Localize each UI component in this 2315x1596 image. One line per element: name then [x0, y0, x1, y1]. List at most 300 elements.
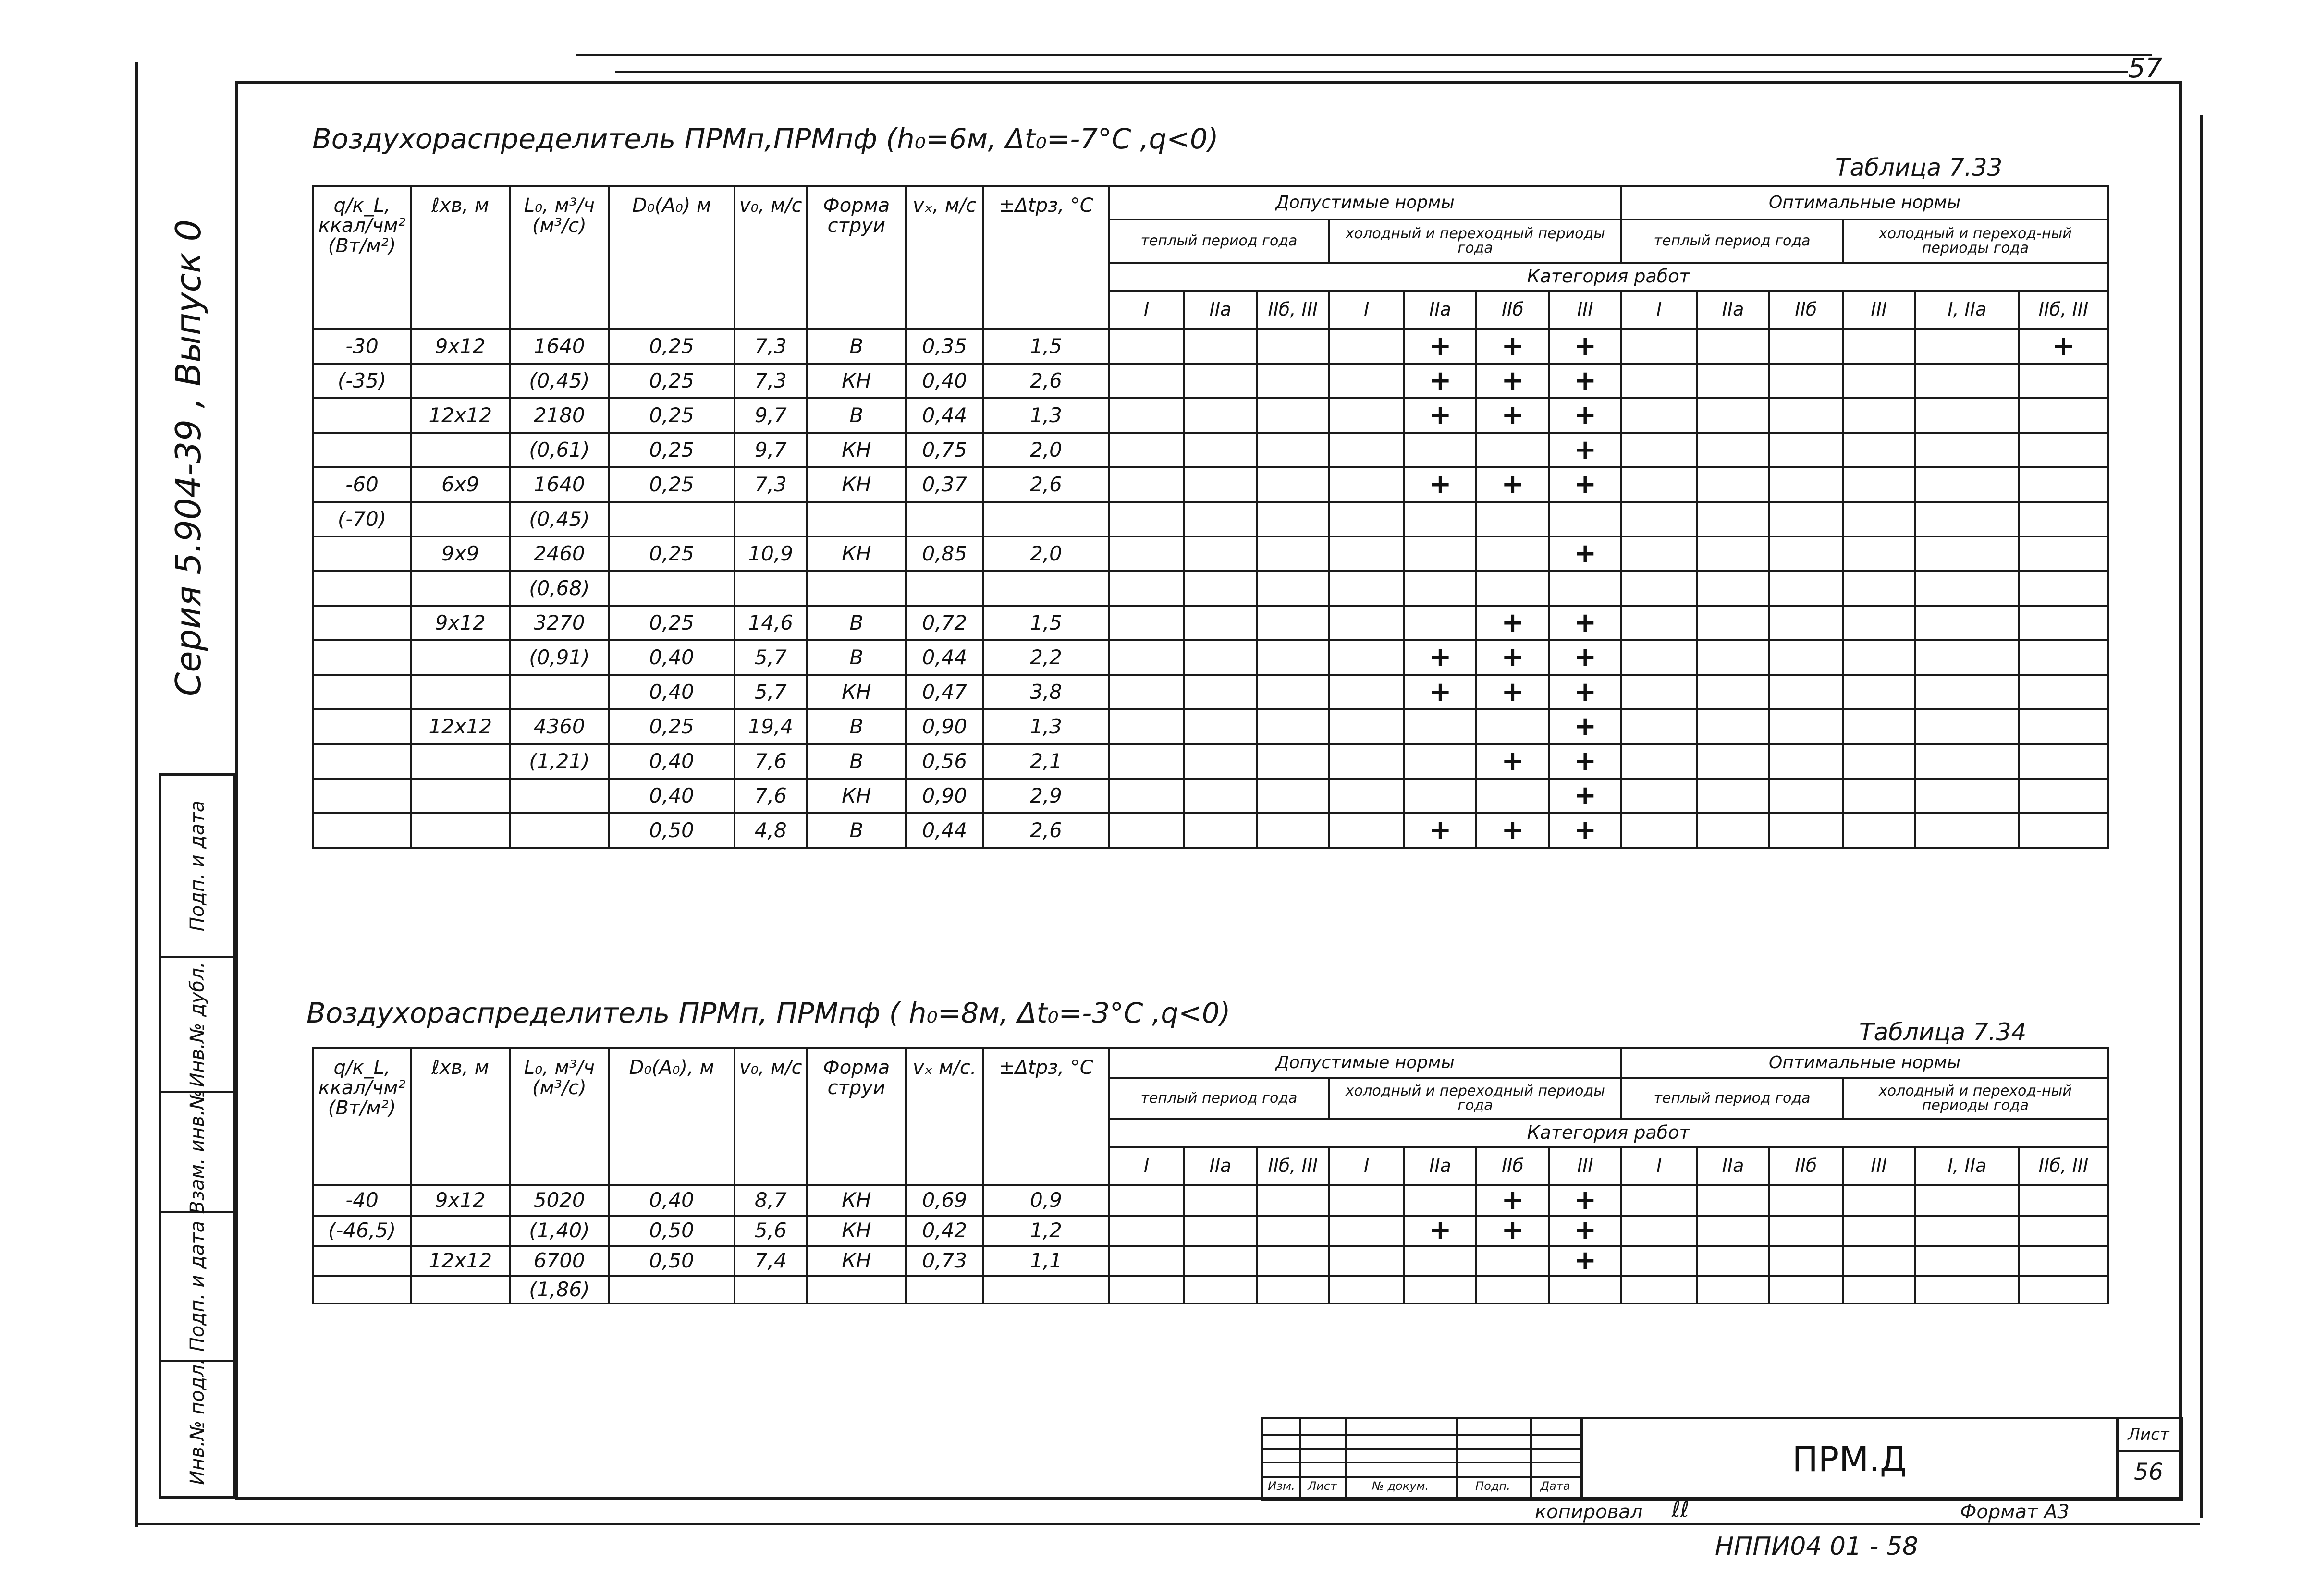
cell-form [807, 571, 906, 606]
empty-mark-cell [1697, 1246, 1769, 1276]
empty-mark-cell [1404, 744, 1477, 779]
table-row [313, 433, 2108, 467]
empty-mark-cell [1621, 433, 1697, 467]
empty-mark-cell [1476, 502, 1549, 536]
cell-v0: 8,7 [735, 1185, 807, 1216]
cell-d0: 0,25 [609, 364, 734, 398]
cell-d0 [609, 502, 734, 536]
cell-vx: 0,75 [906, 433, 983, 467]
cell-v0: 10,9 [735, 536, 807, 571]
cell-q: -30 [313, 329, 411, 364]
empty-mark-cell [1109, 329, 1184, 364]
empty-mark-cell [1697, 1216, 1769, 1246]
empty-mark-cell [1404, 606, 1477, 640]
plus-mark: + [1476, 364, 1549, 398]
empty-mark-cell [2019, 1216, 2108, 1246]
cell-lxb [411, 779, 510, 813]
table-row [313, 813, 2108, 848]
empty-mark-cell [1184, 433, 1257, 467]
empty-mark-cell [2019, 1246, 2108, 1276]
cell-dt: 1,3 [983, 398, 1109, 433]
plus-mark: + [1476, 744, 1549, 779]
empty-mark-cell [1915, 398, 2019, 433]
empty-mark-cell [1769, 606, 1843, 640]
empty-mark-cell [1109, 1185, 1184, 1216]
category-header: IIа [1697, 1147, 1769, 1185]
header-category: Категория работ [1109, 263, 2108, 291]
cell-q [313, 779, 411, 813]
empty-mark-cell [1329, 1216, 1404, 1246]
empty-mark-cell [1109, 606, 1184, 640]
cell-dt: 2,6 [983, 813, 1109, 848]
plus-mark: + [1549, 398, 1621, 433]
cell-l0: (0,68) [510, 571, 609, 606]
plus-mark: + [1476, 1216, 1549, 1246]
empty-mark-cell [1697, 813, 1769, 848]
empty-mark-cell [1257, 744, 1329, 779]
empty-mark-cell [1404, 433, 1477, 467]
empty-mark-cell [1184, 467, 1257, 502]
cell-d0: 0,40 [609, 779, 734, 813]
empty-mark-cell [2019, 813, 2108, 848]
empty-mark-cell [1257, 1216, 1329, 1246]
empty-mark-cell [1257, 1276, 1329, 1304]
cell-lxb: 12x12 [411, 1246, 510, 1276]
cell-vx: 0,44 [906, 813, 983, 848]
empty-mark-cell [1843, 398, 1915, 433]
plus-mark: + [1549, 329, 1621, 364]
empty-mark-cell [1697, 329, 1769, 364]
cell-lxb: 9x12 [411, 606, 510, 640]
cell-v0: 9,7 [735, 398, 807, 433]
footer-format: Формат А3 [1960, 1501, 2070, 1523]
cell-lxb [411, 640, 510, 675]
empty-mark-cell [1621, 744, 1697, 779]
empty-mark-cell [1257, 398, 1329, 433]
cell-d0: 0,25 [609, 536, 734, 571]
cell-l0: 3270 [510, 606, 609, 640]
cell-form: В [807, 398, 906, 433]
plus-mark: + [1404, 640, 1477, 675]
empty-mark-cell [1915, 1276, 2019, 1304]
empty-mark-cell [1329, 1246, 1404, 1276]
sheet-number: 56 [2133, 1459, 2164, 1486]
empty-mark-cell [2019, 433, 2108, 467]
empty-mark-cell [1621, 779, 1697, 813]
empty-mark-cell [1843, 364, 1915, 398]
empty-mark-cell [1109, 467, 1184, 502]
empty-mark-cell [1915, 1246, 2019, 1276]
empty-mark-cell [1329, 675, 1404, 709]
header-vx: vₓ, м/с [906, 186, 983, 329]
cell-dt: 2,1 [983, 744, 1109, 779]
cell-d0: 0,40 [609, 675, 734, 709]
cell-d0: 0,50 [609, 1216, 734, 1246]
cell-d0: 0,40 [609, 744, 734, 779]
category-header: IIб, III [1257, 291, 1329, 329]
empty-mark-cell [1769, 467, 1843, 502]
plus-mark: + [2019, 329, 2108, 364]
empty-mark-cell [1915, 536, 2019, 571]
table-row [313, 744, 2108, 779]
header-l0: L₀, м³/ч (м³/с) [510, 186, 609, 329]
side-stamp-cell [161, 776, 233, 958]
cell-dt: 2,0 [983, 536, 1109, 571]
empty-mark-cell [1769, 329, 1843, 364]
empty-mark-cell [1109, 640, 1184, 675]
cell-vx: 0,69 [906, 1185, 983, 1216]
copied-signature: ℓℓ [1672, 1498, 1690, 1522]
empty-mark-cell [2019, 571, 2108, 606]
empty-mark-cell [1257, 606, 1329, 640]
cell-dt: 1,2 [983, 1216, 1109, 1246]
plus-mark: + [1404, 1216, 1477, 1246]
table-row [313, 398, 2108, 433]
empty-mark-cell [1697, 502, 1769, 536]
empty-mark-cell [1184, 571, 1257, 606]
cell-q: -60 [313, 467, 411, 502]
cell-lxb [411, 813, 510, 848]
cell-form: КН [807, 433, 906, 467]
cell-dt: 2,2 [983, 640, 1109, 675]
empty-mark-cell [2019, 779, 2108, 813]
cell-form: В [807, 606, 906, 640]
empty-mark-cell [1329, 433, 1404, 467]
empty-mark-cell [1697, 433, 1769, 467]
frame-top [235, 81, 2182, 84]
empty-mark-cell [1109, 502, 1184, 536]
empty-mark-cell [1697, 467, 1769, 502]
cell-lxb [411, 433, 510, 467]
plus-mark: + [1549, 536, 1621, 571]
empty-mark-cell [1697, 398, 1769, 433]
category-header: IIа [1184, 291, 1257, 329]
empty-mark-cell [1257, 640, 1329, 675]
plus-mark: + [1549, 709, 1621, 744]
empty-mark-cell [1843, 467, 1915, 502]
empty-mark-cell [1476, 1246, 1549, 1276]
empty-mark-cell [1257, 1185, 1329, 1216]
footer-code: НППИ04 01 - 58 [1715, 1532, 1919, 1561]
empty-mark-cell [1404, 1185, 1477, 1216]
cell-dt: 2,9 [983, 779, 1109, 813]
plus-mark: + [1476, 606, 1549, 640]
empty-mark-cell [1843, 675, 1915, 709]
cell-d0 [609, 1276, 734, 1304]
cell-d0: 0,25 [609, 467, 734, 502]
empty-mark-cell [1329, 1185, 1404, 1216]
category-header: IIб, III [2019, 291, 2108, 329]
cell-vx: 0,44 [906, 640, 983, 675]
cell-l0: (0,91) [510, 640, 609, 675]
table-row [313, 571, 2108, 606]
table-row [313, 536, 2108, 571]
empty-mark-cell [1843, 329, 1915, 364]
side-stamp [159, 773, 236, 1499]
title-block-grid [1263, 1419, 1580, 1499]
cell-dt: 1,3 [983, 709, 1109, 744]
sheet-top-number: 57 [2128, 53, 2163, 84]
cell-dt: 2,6 [983, 467, 1109, 502]
cell-q [313, 813, 411, 848]
cell-vx: 0,90 [906, 779, 983, 813]
plus-mark: + [1549, 433, 1621, 467]
cell-vx: 0,73 [906, 1246, 983, 1276]
header-warm-opt: теплый период года [1621, 1078, 1843, 1119]
empty-mark-cell [1621, 329, 1697, 364]
empty-mark-cell [1257, 502, 1329, 536]
empty-mark-cell [1843, 1185, 1915, 1216]
cell-q [313, 571, 411, 606]
cell-form: КН [807, 536, 906, 571]
table-row [313, 364, 2108, 398]
cell-form [807, 1276, 906, 1304]
table2-title: Воздухораспределитель ПРМп, ПРМпф ( h₀=8м, Δt₀=-3°С ,q<0) [306, 997, 1231, 1029]
cell-q [313, 398, 411, 433]
cell-lxb: 12x12 [411, 709, 510, 744]
cell-v0: 5,6 [735, 1216, 807, 1246]
cell-lxb [411, 364, 510, 398]
empty-mark-cell [1109, 536, 1184, 571]
category-header: III [1843, 1147, 1915, 1185]
cell-q: (-70) [313, 502, 411, 536]
top-rule [576, 54, 2152, 56]
empty-mark-cell [1476, 433, 1549, 467]
empty-mark-cell [2019, 709, 2108, 744]
empty-mark-cell [1184, 1216, 1257, 1246]
cell-form: КН [807, 675, 906, 709]
empty-mark-cell [2019, 467, 2108, 502]
cell-vx: 0,85 [906, 536, 983, 571]
header-cold: холодный и переходный периоды года [1329, 1078, 1621, 1119]
plus-mark: + [1404, 813, 1477, 848]
cell-l0: (1,86) [510, 1276, 609, 1304]
plus-mark: + [1476, 675, 1549, 709]
header-d0: D₀(A₀) м [609, 186, 734, 329]
empty-mark-cell [1404, 779, 1477, 813]
category-header: IIа [1697, 291, 1769, 329]
empty-mark-cell [1843, 1246, 1915, 1276]
empty-mark-cell [1329, 329, 1404, 364]
empty-mark-cell [1621, 467, 1697, 502]
empty-mark-cell [1915, 571, 2019, 606]
cell-l0: 2180 [510, 398, 609, 433]
empty-mark-cell [1329, 606, 1404, 640]
plus-mark: + [1549, 744, 1621, 779]
header-q: q/к_L, ккал/чм² (Вт/м²) [313, 186, 411, 329]
empty-mark-cell [1769, 364, 1843, 398]
empty-mark-cell [1769, 813, 1843, 848]
cell-q: -40 [313, 1185, 411, 1216]
frame-left-outer [135, 62, 138, 1527]
empty-mark-cell [1184, 1185, 1257, 1216]
table-row [313, 779, 2108, 813]
table-row [313, 329, 2108, 364]
cell-d0: 0,50 [609, 1246, 734, 1276]
cell-q [313, 1246, 411, 1276]
category-header: I [1109, 1147, 1184, 1185]
plus-mark: + [1549, 1246, 1621, 1276]
cell-form: В [807, 744, 906, 779]
plus-mark: + [1549, 640, 1621, 675]
empty-mark-cell [1184, 1246, 1257, 1276]
side-stamp-cell [161, 958, 233, 1093]
cell-l0: 5020 [510, 1185, 609, 1216]
tb-col-label: Подп. [1475, 1479, 1510, 1493]
cell-v0: 7,3 [735, 364, 807, 398]
cell-dt: 3,8 [983, 675, 1109, 709]
empty-mark-cell [1329, 398, 1404, 433]
cell-v0: 7,4 [735, 1246, 807, 1276]
cell-lxb [411, 675, 510, 709]
empty-mark-cell [1109, 709, 1184, 744]
empty-mark-cell [1257, 467, 1329, 502]
table-row [313, 675, 2108, 709]
header-vx: vₓ м/с. [906, 1048, 983, 1185]
empty-mark-cell [1915, 744, 2019, 779]
empty-mark-cell [1257, 1246, 1329, 1276]
cell-lxb [411, 502, 510, 536]
tb-col-label: Лист [1308, 1479, 1337, 1493]
plus-mark: + [1549, 364, 1621, 398]
category-header: III [1549, 291, 1621, 329]
header-warm: теплый период года [1109, 219, 1329, 263]
table-row [313, 502, 2108, 536]
category-header: I [1109, 291, 1184, 329]
empty-mark-cell [1769, 675, 1843, 709]
category-header: IIа [1404, 1147, 1477, 1185]
cell-dt: 1,5 [983, 606, 1109, 640]
header-optimal: Оптимальные нормы [1621, 1048, 2108, 1078]
cell-form: КН [807, 1216, 906, 1246]
empty-mark-cell [2019, 536, 2108, 571]
empty-mark-cell [1697, 744, 1769, 779]
empty-mark-cell [1329, 364, 1404, 398]
empty-mark-cell [1184, 536, 1257, 571]
empty-mark-cell [1184, 1276, 1257, 1304]
empty-mark-cell [1769, 571, 1843, 606]
cell-q: (-35) [313, 364, 411, 398]
empty-mark-cell [1184, 640, 1257, 675]
empty-mark-cell [1257, 709, 1329, 744]
empty-mark-cell [1257, 364, 1329, 398]
header-allowable: Допустимые нормы [1109, 186, 1621, 219]
category-header: III [1843, 291, 1915, 329]
cell-l0: (1,21) [510, 744, 609, 779]
empty-mark-cell [2019, 1185, 2108, 1216]
empty-mark-cell [2019, 675, 2108, 709]
footer-copied: копировал [1535, 1501, 1643, 1523]
empty-mark-cell [1769, 744, 1843, 779]
category-header: I [1621, 1147, 1697, 1185]
category-header: IIб [1476, 1147, 1549, 1185]
empty-mark-cell [1769, 536, 1843, 571]
empty-mark-cell [1184, 675, 1257, 709]
cell-v0: 9,7 [735, 433, 807, 467]
empty-mark-cell [1404, 709, 1477, 744]
empty-mark-cell [1843, 1216, 1915, 1246]
cell-q [313, 1276, 411, 1304]
empty-mark-cell [1621, 1216, 1697, 1246]
empty-mark-cell [1769, 709, 1843, 744]
cell-q [313, 709, 411, 744]
cell-vx: 0,56 [906, 744, 983, 779]
cell-v0 [735, 502, 807, 536]
cell-q [313, 675, 411, 709]
cell-dt [983, 571, 1109, 606]
cell-l0: (0,45) [510, 502, 609, 536]
cell-lxb [411, 571, 510, 606]
plus-mark: + [1404, 364, 1477, 398]
empty-mark-cell [1329, 709, 1404, 744]
cell-dt: 0,9 [983, 1185, 1109, 1216]
empty-mark-cell [1329, 779, 1404, 813]
empty-mark-cell [1915, 709, 2019, 744]
empty-mark-cell [1109, 813, 1184, 848]
tb-col-label: Изм. [1268, 1479, 1295, 1493]
category-header: IIб, III [1257, 1147, 1329, 1185]
frame-bottom-outer [135, 1523, 2200, 1525]
empty-mark-cell [1915, 329, 2019, 364]
cell-form: КН [807, 1185, 906, 1216]
header-cold-opt: холодный и переход-ный периоды года [1843, 1078, 2108, 1119]
empty-mark-cell [1697, 1185, 1769, 1216]
empty-mark-cell [1621, 1276, 1697, 1304]
table2 [312, 1047, 2109, 1304]
empty-mark-cell [1769, 1246, 1843, 1276]
empty-mark-cell [1329, 813, 1404, 848]
category-header: I, IIа [1915, 291, 2019, 329]
cell-vx: 0,37 [906, 467, 983, 502]
empty-mark-cell [1915, 675, 2019, 709]
cell-v0: 4,8 [735, 813, 807, 848]
empty-mark-cell [1697, 571, 1769, 606]
table1 [312, 185, 2109, 849]
cell-d0: 0,25 [609, 398, 734, 433]
table-row [313, 1246, 2108, 1276]
empty-mark-cell [1329, 467, 1404, 502]
cell-l0: 4360 [510, 709, 609, 744]
header-category: Категория работ [1109, 1119, 2108, 1147]
cell-q [313, 640, 411, 675]
side-stamp-cell [161, 1089, 233, 1214]
empty-mark-cell [1184, 606, 1257, 640]
empty-mark-cell [1184, 779, 1257, 813]
cell-q [313, 536, 411, 571]
cell-l0: 2460 [510, 536, 609, 571]
empty-mark-cell [1621, 1185, 1697, 1216]
empty-mark-cell [1109, 571, 1184, 606]
empty-mark-cell [1843, 779, 1915, 813]
empty-mark-cell [1697, 709, 1769, 744]
cell-v0: 7,6 [735, 779, 807, 813]
cell-lxb [411, 1216, 510, 1246]
table1-header [313, 186, 2108, 329]
cell-d0: 0,25 [609, 433, 734, 467]
header-form: Форма струи [807, 186, 906, 329]
empty-mark-cell [1621, 536, 1697, 571]
empty-mark-cell [1476, 571, 1549, 606]
empty-mark-cell [1915, 1216, 2019, 1246]
empty-mark-cell [1697, 606, 1769, 640]
title-block-code: ПРМ.Д [1792, 1438, 1907, 1479]
header-cold: холодный и переходный периоды года [1329, 219, 1621, 263]
cell-d0: 0,50 [609, 813, 734, 848]
empty-mark-cell [1621, 502, 1697, 536]
empty-mark-cell [1257, 536, 1329, 571]
plus-mark: + [1404, 329, 1477, 364]
cell-form [807, 502, 906, 536]
